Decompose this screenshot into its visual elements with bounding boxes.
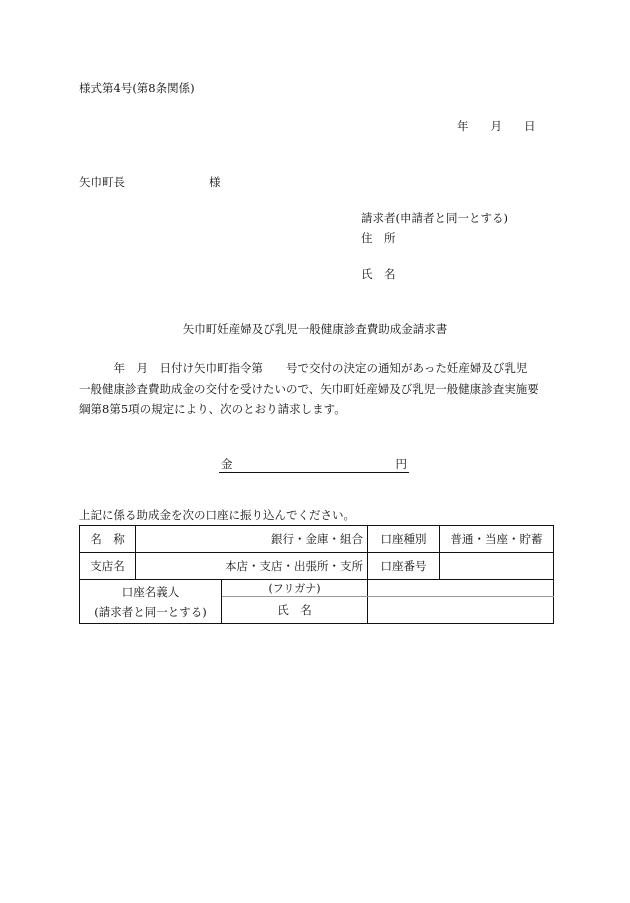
body-line-1: 年 月 日付け矢巾町指令第 号で交付の決定の通知があった妊産婦及び乳児 bbox=[79, 361, 528, 375]
table-row bbox=[80, 526, 554, 553]
honorific: 様 bbox=[209, 175, 221, 189]
date-month: 月 bbox=[490, 119, 502, 133]
holder-name-field[interactable] bbox=[368, 597, 554, 624]
holder-name-label: 氏 名 bbox=[222, 597, 368, 624]
bank-name-field[interactable]: 銀行・金庫・組合 bbox=[136, 526, 368, 553]
account-holder-label-line1: 口座名義人 bbox=[121, 584, 180, 599]
requester-label: 請求者(申請者と同一とする) bbox=[361, 211, 508, 225]
addressee-line bbox=[79, 176, 221, 190]
bank-name-label: 名 称 bbox=[80, 526, 136, 553]
branch-name-field[interactable]: 本店・支店・出張所・支所 bbox=[136, 553, 368, 580]
body-paragraph bbox=[79, 358, 557, 420]
account-holder-label bbox=[80, 580, 222, 624]
furigana-field[interactable] bbox=[368, 580, 554, 597]
addressee: 矢巾町長 bbox=[79, 175, 125, 189]
document-title: 矢巾町妊産婦及び乳児一般健康診査費助成金請求書 bbox=[182, 322, 448, 336]
account-type-label: 口座種別 bbox=[368, 526, 440, 553]
body-line-2: 一般健康診査費助成金の交付を受けたいので、矢巾町妊産婦及び乳児一般健康診査実施要 bbox=[79, 381, 539, 396]
bank-account-table bbox=[79, 525, 554, 624]
amount-prefix: 金 bbox=[221, 457, 233, 471]
requester-name-label: 氏 名 bbox=[361, 267, 396, 281]
amount-field[interactable] bbox=[219, 456, 409, 473]
account-type-field[interactable]: 普通・当座・貯蓄 bbox=[440, 526, 554, 553]
table-row bbox=[80, 553, 554, 580]
account-number-field[interactable] bbox=[440, 553, 554, 580]
amount-suffix: 円 bbox=[395, 457, 407, 471]
body-line-3: 綱第8第5項の規定により、次のとおり請求します。 bbox=[79, 402, 346, 416]
date-year: 年 bbox=[457, 119, 469, 133]
branch-name-label: 支店名 bbox=[80, 553, 136, 580]
furigana-label: (フリガナ) bbox=[222, 580, 368, 597]
requester-address-label: 住 所 bbox=[361, 231, 396, 245]
date-line bbox=[457, 120, 536, 134]
date-day: 日 bbox=[524, 119, 536, 133]
table-row bbox=[80, 580, 554, 597]
account-number-label: 口座番号 bbox=[368, 553, 440, 580]
account-holder-label-line2: (請求者と同一とする) bbox=[94, 604, 207, 619]
bank-intro: 上記に係る助成金を次の口座に振り込んでください。 bbox=[79, 508, 355, 522]
form-number: 様式第4号(第8条関係) bbox=[79, 81, 195, 95]
